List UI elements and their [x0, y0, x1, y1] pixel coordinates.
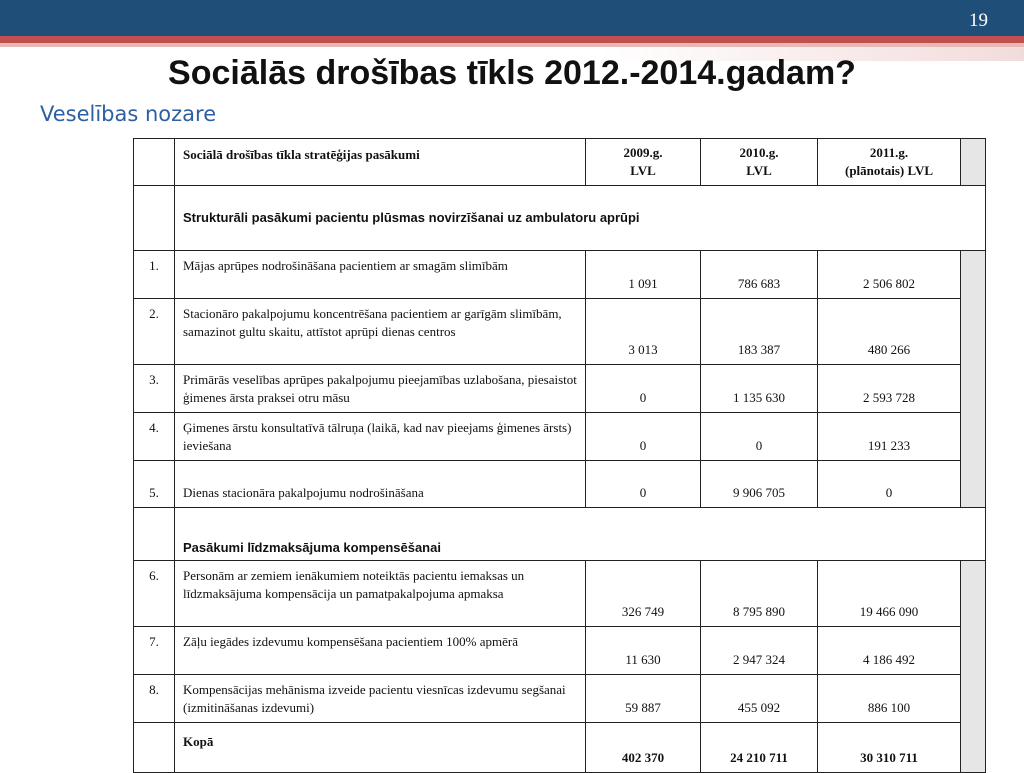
row-value-2011: 4 186 492	[818, 627, 961, 675]
row-value-2011: 2 593 728	[818, 365, 961, 413]
row-value-2009: 3 013	[586, 299, 701, 365]
slide-number: 19	[969, 10, 988, 31]
header-num-cell	[134, 139, 175, 186]
row-description: Stacionāro pakalpojumu koncentrēšana pacientiem ar garīgām slimībām, samazinot gultu skaitu, attīstot aprūpi dienas centros	[175, 299, 586, 365]
table-row	[134, 461, 986, 508]
total-value-2009: 402 370	[586, 723, 701, 773]
row-value-2010: 9 906 705	[701, 461, 818, 508]
row-number: 2.	[134, 299, 175, 365]
header-2010	[701, 139, 818, 186]
header-2011	[818, 139, 961, 186]
total-value-2010: 24 210 711	[701, 723, 818, 773]
slide-title: Sociālās drošības tīkls 2012.-2014.gadam?	[168, 54, 856, 92]
gray-side-cell	[961, 251, 986, 508]
section-row	[134, 186, 986, 251]
row-value-2009: 1 091	[586, 251, 701, 299]
row-number: 4.	[134, 413, 175, 461]
row-number: 3.	[134, 365, 175, 413]
row-value-2011: 480 266	[818, 299, 961, 365]
table-row	[134, 627, 986, 675]
row-value-2010: 0	[701, 413, 818, 461]
row-value-2011: 2 506 802	[818, 251, 961, 299]
table-header-row	[134, 139, 986, 186]
header-accent-stripe	[0, 36, 1024, 43]
row-description: Primārās veselības aprūpes pakalpojumu pieejamības uzlabošana, piesaistot ģimenes ārsta praksei otru māsu	[175, 365, 586, 413]
row-value-2009: 59 887	[586, 675, 701, 723]
section-num-cell	[134, 186, 175, 251]
header-2011-unit: (plānotais) LVL	[844, 163, 934, 178]
table-row	[134, 299, 986, 365]
header-band	[0, 0, 1024, 36]
row-value-2011: 0	[818, 461, 961, 508]
row-description: Ģimenes ārstu konsultatīvā tālruņa (laikā, kad nav pieejams ģimenes ārsts) ieviešana	[175, 413, 586, 461]
header-2009-unit: LVL	[630, 163, 656, 178]
header-2010-year: 2010.g.	[739, 145, 779, 160]
header-2009-year: 2009.g.	[623, 145, 663, 160]
table-row	[134, 365, 986, 413]
header-2010-unit: LVL	[746, 163, 772, 178]
row-description: Kompensācijas mehānisma izveide pacientu viesnīcas izdevumu segšanai (izmitināšanas izdevumi)	[175, 675, 586, 723]
total-label: Kopā	[175, 723, 586, 773]
row-value-2009: 11 630	[586, 627, 701, 675]
row-value-2010: 1 135 630	[701, 365, 818, 413]
row-number: 5.	[134, 461, 175, 508]
header-2011-year: 2011.g.	[869, 145, 909, 160]
section-title: Strukturāli pasākumi pacientu plūsmas novirzīšanai uz ambulatoru aprūpi	[175, 186, 986, 251]
table-row	[134, 413, 986, 461]
row-value-2010: 183 387	[701, 299, 818, 365]
row-value-2009: 0	[586, 413, 701, 461]
header-gray-cell	[961, 139, 986, 186]
row-value-2009: 0	[586, 461, 701, 508]
row-value-2011: 19 466 090	[818, 561, 961, 627]
row-value-2009: 326 749	[586, 561, 701, 627]
row-description: Dienas stacionāra pakalpojumu nodrošināšana	[175, 461, 586, 508]
row-number: 8.	[134, 675, 175, 723]
row-value-2011: 886 100	[818, 675, 961, 723]
row-value-2009: 0	[586, 365, 701, 413]
row-value-2010: 786 683	[701, 251, 818, 299]
gray-side-cell	[961, 561, 986, 773]
row-value-2010: 2 947 324	[701, 627, 818, 675]
row-number: 7.	[134, 627, 175, 675]
row-value-2010: 455 092	[701, 675, 818, 723]
section-row	[134, 508, 986, 561]
row-description: Mājas aprūpes nodrošināšana pacientiem ar smagām slimībām	[175, 251, 586, 299]
measures-table	[133, 138, 986, 773]
row-number: 1.	[134, 251, 175, 299]
row-description: Personām ar zemiem ienākumiem noteiktās pacientu iemaksas un līdzmaksājuma kompensācija un pamatpakalpojuma apmaksa	[175, 561, 586, 627]
row-value-2011: 191 233	[818, 413, 961, 461]
section-title: Pasākumi līdzmaksājuma kompensēšanai	[175, 508, 986, 561]
slide-subtitle: Veselības nozare	[40, 102, 217, 126]
table-row	[134, 251, 986, 299]
table-row	[134, 675, 986, 723]
row-number: 6.	[134, 561, 175, 627]
table-row	[134, 561, 986, 627]
row-value-2010: 8 795 890	[701, 561, 818, 627]
total-value-2011: 30 310 711	[818, 723, 961, 773]
row-description: Zāļu iegādes izdevumu kompensēšana pacientiem 100% apmērā	[175, 627, 586, 675]
header-measures: Sociālā drošības tīkla stratēģijas pasākumi	[175, 139, 586, 186]
total-row	[134, 723, 986, 773]
header-2009	[586, 139, 701, 186]
section-num-cell	[134, 508, 175, 561]
total-num-cell	[134, 723, 175, 773]
